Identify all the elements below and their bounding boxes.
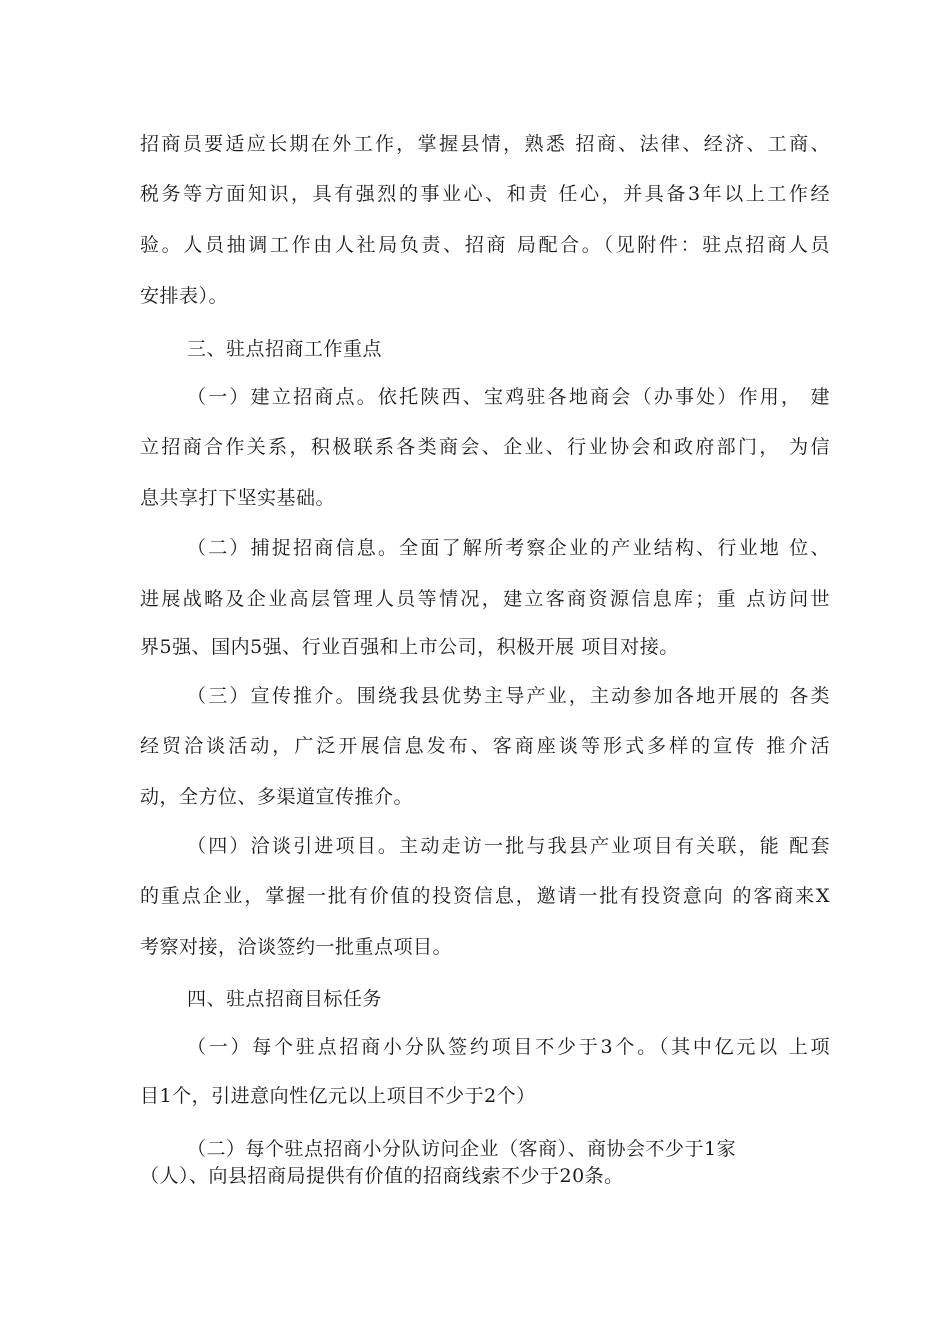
paragraph-line: （人）、向县招商局提供有价值的招商线索不少于20条。 (140, 1165, 624, 1187)
paragraph-line: （二）捕捉招商信息。全面了解所考察企业的产业结构、行业地 位、 (187, 537, 830, 559)
paragraph-line: （一）每个驻点招商小分队签约项目不少于3个。（其中亿元以 上项 (187, 1036, 830, 1058)
paragraph-line: 界5强、国内5强、行业百强和上市公司，积极开展 项目对接。 (140, 636, 679, 658)
paragraph-line: 招商员要适应长期在外工作，掌握县情，熟悉 招商、法律、经济、工商、 (140, 133, 830, 155)
paragraph-line: 动，全方位、多渠道宣传推介。 (140, 786, 414, 808)
paragraph-line: 经贸洽谈活动，广泛开展信息发布、客商座谈等形式多样的宣传 推介活 (140, 735, 830, 757)
paragraph-line: （三）宣传推介。围绕我县优势主导产业，主动参加各地开展的 各类 (187, 685, 830, 707)
paragraph-line: （二）每个驻点招商小分队访问企业（客商）、商协会不少于1家 (187, 1138, 737, 1160)
paragraph-line: 税务等方面知识，具有强烈的事业心、和责 任心，并具备3年以上工作经 (140, 183, 830, 205)
paragraph-line: （一）建立招商点。依托陕西、宝鸡驻各地商会（办事处）作用， 建 (187, 386, 830, 408)
paragraph-line: （四）洽谈引进项目。主动走访一批与我县产业项目有关联，能 配套 (187, 835, 830, 857)
section-heading: 三、驻点招商工作重点 (187, 338, 383, 360)
paragraph-line: 息共享打下坚实基础。 (140, 487, 336, 509)
paragraph-line: 考察对接，洽谈签约一批重点项目。 (140, 936, 453, 958)
paragraph-line: 验。人员抽调工作由人社局负责、招商 局配合。（见附件：驻点招商人员 (140, 234, 830, 256)
paragraph-line: 的重点企业，掌握一批有价值的投资信息，邀请一批有投资意向 的客商来X (140, 885, 830, 907)
paragraph-line: 安排表）。 (140, 285, 229, 307)
paragraph-line: 目1个，引进意向性亿元以上项目不少于2个） (140, 1085, 536, 1107)
paragraph-line: 进展战略及企业高层管理人员等情况，建立客商资源信息库；重 点访问世 (140, 588, 830, 610)
paragraph-line: 立招商合作关系，积极联系各类商会、企业、行业协会和政府部门， 为信 (140, 436, 830, 458)
section-heading: 四、驻点招商目标任务 (187, 988, 383, 1010)
